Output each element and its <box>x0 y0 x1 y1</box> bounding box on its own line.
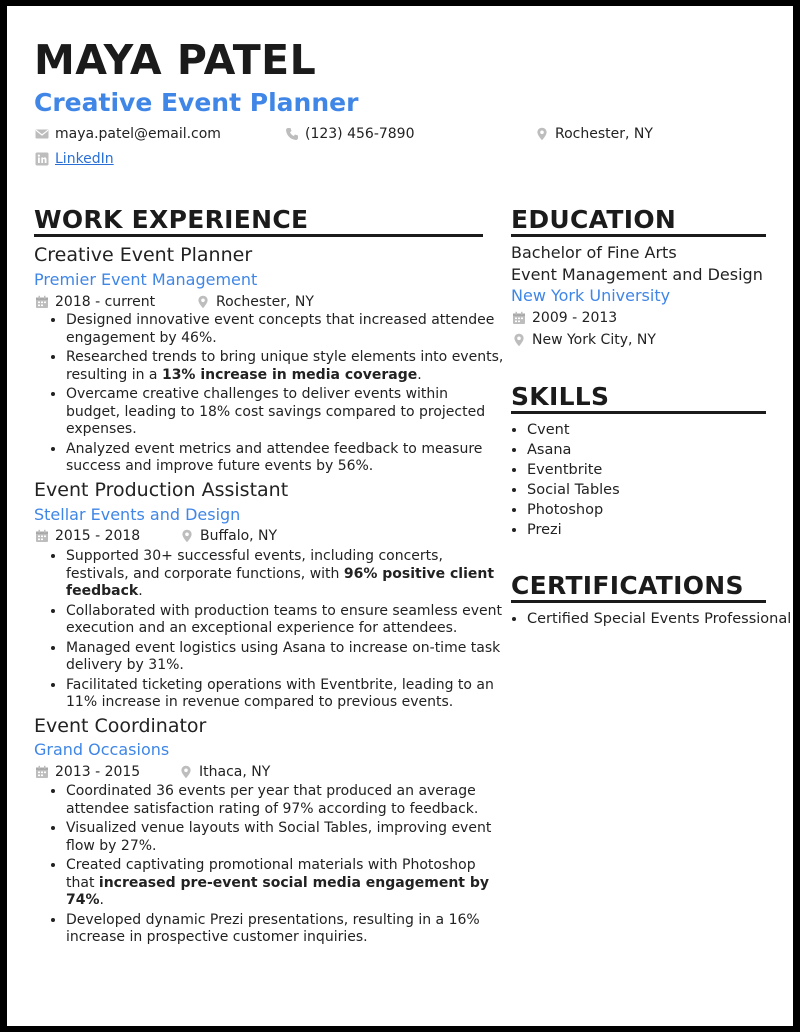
job-bullets <box>34 548 504 714</box>
section-divider <box>511 600 766 603</box>
company-name: Premier Event Management <box>34 270 258 289</box>
calendar-icon <box>35 529 49 543</box>
certifications-heading: CERTIFICATIONS <box>511 571 744 600</box>
job-title: Event Coordinator <box>34 715 207 737</box>
calendar-icon <box>35 295 49 309</box>
section-divider <box>511 234 766 237</box>
certification-item: • Certified Special Events Professional <box>527 609 797 629</box>
job-bullets <box>34 312 504 478</box>
education-location <box>512 333 656 347</box>
resume-page <box>7 6 793 1026</box>
section-divider <box>511 411 766 414</box>
location-text: New York City, NY <box>532 332 656 348</box>
school-name: New York University <box>511 286 671 305</box>
skill-item: • Eventbrite <box>527 460 777 480</box>
job-title: Creative Event Planner <box>34 244 253 266</box>
contact-linkedin <box>35 152 114 166</box>
bullet-item: • Visualized venue layouts with Social Tables, improving event flow by 27%. <box>66 820 504 855</box>
map-pin-icon <box>512 333 526 347</box>
dates-text: 2009 - 2013 <box>532 310 618 326</box>
bullet-item: • Analyzed event metrics and attendee feedback to measure success and improve future events by 56%. <box>66 441 504 476</box>
bullet-item: • Overcame creative challenges to deliver events within budget, leading to 18% cost savings compared to projected expenses. <box>66 386 504 439</box>
certifications-list <box>511 609 797 629</box>
linkedin-icon <box>35 152 49 166</box>
phone-text: (123) 456-7890 <box>305 126 415 142</box>
job-title: Event Production Assistant <box>34 479 289 501</box>
dates-text: 2018 - current <box>55 294 156 310</box>
bullet-item: • Researched trends to bring unique style elements into events, resulting in a 13% increase in media coverage. <box>66 349 504 384</box>
bullet-item: • Supported 30+ successful events, including concerts, festivals, and corporate functions, with 96% positive client feedback. <box>66 548 504 601</box>
candidate-title: Creative Event Planner <box>34 88 359 117</box>
contact-location <box>535 127 653 141</box>
bullet-highlight: increased pre-event social media engagement by 74% <box>66 874 490 908</box>
bullet-item: • Designed innovative event concepts that increased attendee engagement by 46%. <box>66 312 504 347</box>
calendar-icon <box>512 311 526 325</box>
company-name: Stellar Events and Design <box>34 505 241 524</box>
location-text: Ithaca, NY <box>199 764 271 780</box>
education-dates <box>512 311 617 325</box>
education-heading: EDUCATION <box>511 205 677 234</box>
location-text: Rochester, NY <box>555 126 653 142</box>
job-bullets <box>34 783 504 949</box>
degree: Bachelor of Fine Arts <box>511 243 677 262</box>
job-location <box>180 529 277 543</box>
dates-text: 2013 - 2015 <box>55 764 141 780</box>
phone-icon <box>285 127 299 141</box>
candidate-name: MAYA PATEL <box>34 36 317 84</box>
work-experience-heading: WORK EXPERIENCE <box>34 205 309 234</box>
skill-item: • Prezi <box>527 520 777 540</box>
map-pin-icon <box>180 529 194 543</box>
bullet-item: • Managed event logistics using Asana to increase on-time task delivery by 31%. <box>66 640 504 675</box>
job-dates <box>35 529 140 543</box>
skills-list <box>511 420 777 540</box>
contact-phone <box>285 127 415 141</box>
bullet-item: • Facilitated ticketing operations with Eventbrite, leading to an 11% increase in revenue compared to previous events. <box>66 677 504 712</box>
bullet-item: • Collaborated with production teams to ensure seamless event execution and an exceptional experience for attendees. <box>66 603 504 638</box>
linkedin-link[interactable]: LinkedIn <box>55 151 114 167</box>
contact-email <box>35 127 221 141</box>
bullet-item: • Developed dynamic Prezi presentations, resulting in a 16% increase in prospective customer inquiries. <box>66 912 504 947</box>
job-location <box>179 765 270 779</box>
skill-item: • Cvent <box>527 420 777 440</box>
section-divider <box>34 234 483 237</box>
dates-text: 2015 - 2018 <box>55 528 141 544</box>
skill-item: • Social Tables <box>527 480 777 500</box>
skills-heading: SKILLS <box>511 382 610 411</box>
bullet-highlight: 13% increase in media coverage <box>161 366 418 383</box>
bullet-item: • Coordinated 36 events per year that produced an average attendee satisfaction rating of 97% according to feedback. <box>66 783 504 818</box>
field-of-study: Event Management and Design <box>511 265 763 284</box>
job-location <box>196 295 314 309</box>
bullet-highlight: 96% positive client feedback <box>66 565 495 599</box>
skill-item: • Photoshop <box>527 500 777 520</box>
map-pin-icon <box>179 765 193 779</box>
company-name: Grand Occasions <box>34 740 170 759</box>
map-pin-icon <box>535 127 549 141</box>
map-pin-icon <box>196 295 210 309</box>
calendar-icon <box>35 765 49 779</box>
job-dates <box>35 295 155 309</box>
location-text: Rochester, NY <box>216 294 314 310</box>
email-text: maya.patel@email.com <box>55 126 221 142</box>
job-dates <box>35 765 140 779</box>
bullet-item: • Created captivating promotional materials with Photoshop that increased pre-event social media engagement by 74%. <box>66 857 504 910</box>
skill-item: • Asana <box>527 440 777 460</box>
envelope-icon <box>35 127 49 141</box>
location-text: Buffalo, NY <box>200 528 278 544</box>
